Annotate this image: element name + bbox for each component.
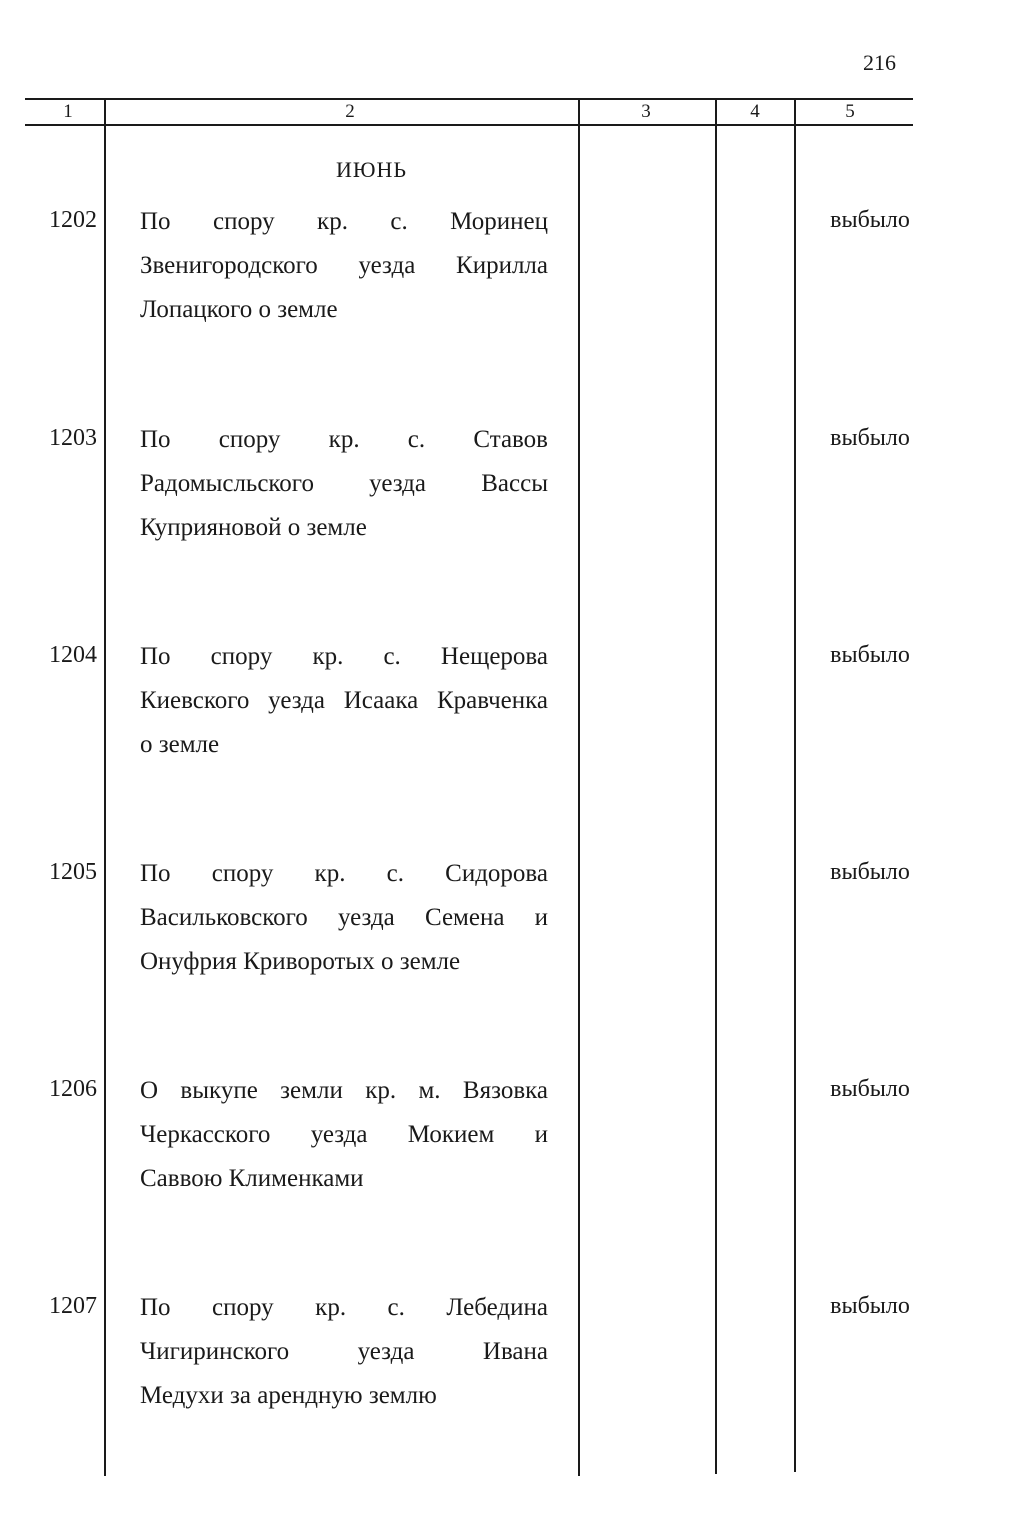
entry-status: выбыло [830,1076,910,1102]
table-row [0,424,1024,544]
description-line: По спору кр. с. Моринец [140,208,548,235]
description-line: Звенигородского уезда Кирилла [140,252,548,279]
entry-description [140,418,548,550]
description-line: Саввою Клименками [140,1165,364,1192]
column-header-3: 3 [641,101,651,122]
column-header-4: 4 [750,101,760,122]
description-line: о земле [140,731,220,758]
description-line: Куприяновой о земле [140,514,367,541]
entry-description [140,1286,548,1418]
description-line: Медухи за арендную землю [140,1382,437,1409]
description-line: О выкупе земли кр. м. Вязовка [140,1077,548,1104]
entry-number: 1205 [49,859,97,885]
description-line: По спору кр. с. Ставов [140,426,548,453]
description-line: Чигиринского уезда Ивана [140,1338,548,1365]
description-line: Радомысльского уезда Вассы [140,470,548,497]
entry-number: 1203 [49,425,97,451]
month-heading: ИЮНЬ [336,157,408,182]
description-line: По спору кр. с. Сидорова [140,860,548,887]
entry-status: выбыло [830,859,910,885]
column-header-1: 1 [63,101,73,122]
header-bottom-rule [25,124,913,126]
entry-status: выбыло [830,642,910,668]
entry-status: выбыло [830,207,910,233]
description-line: Васильковского уезда Семена и [140,904,548,931]
table-row [0,858,1024,978]
entry-number: 1206 [49,1076,97,1102]
description-line: Онуфрия Криворотых о земле [140,948,461,975]
table-row [0,206,1024,326]
description-line: Черкасского уезда Мокием и [140,1121,548,1148]
header-top-rule [25,98,913,100]
description-line: По спору кр. с. Нещерова [140,643,548,670]
entry-number: 1202 [49,207,97,233]
entry-description [140,852,548,984]
page-number: 216 [863,50,896,75]
entry-status: выбыло [830,425,910,451]
entry-number: 1204 [49,642,97,668]
column-header-5: 5 [845,101,855,122]
entry-number: 1207 [49,1293,97,1319]
entry-description [140,635,548,767]
entry-status: выбыло [830,1293,910,1319]
table-row [0,641,1024,761]
entry-description [140,1069,548,1201]
column-header-2: 2 [345,101,355,122]
description-line: Лопацкого о земле [140,296,338,323]
entry-description [140,200,548,332]
description-line: По спору кр. с. Лебедина [140,1294,548,1321]
table-row [0,1075,1024,1195]
description-line: Киевского уезда Исаака Кравченка [140,687,548,714]
table-row [0,1292,1024,1412]
